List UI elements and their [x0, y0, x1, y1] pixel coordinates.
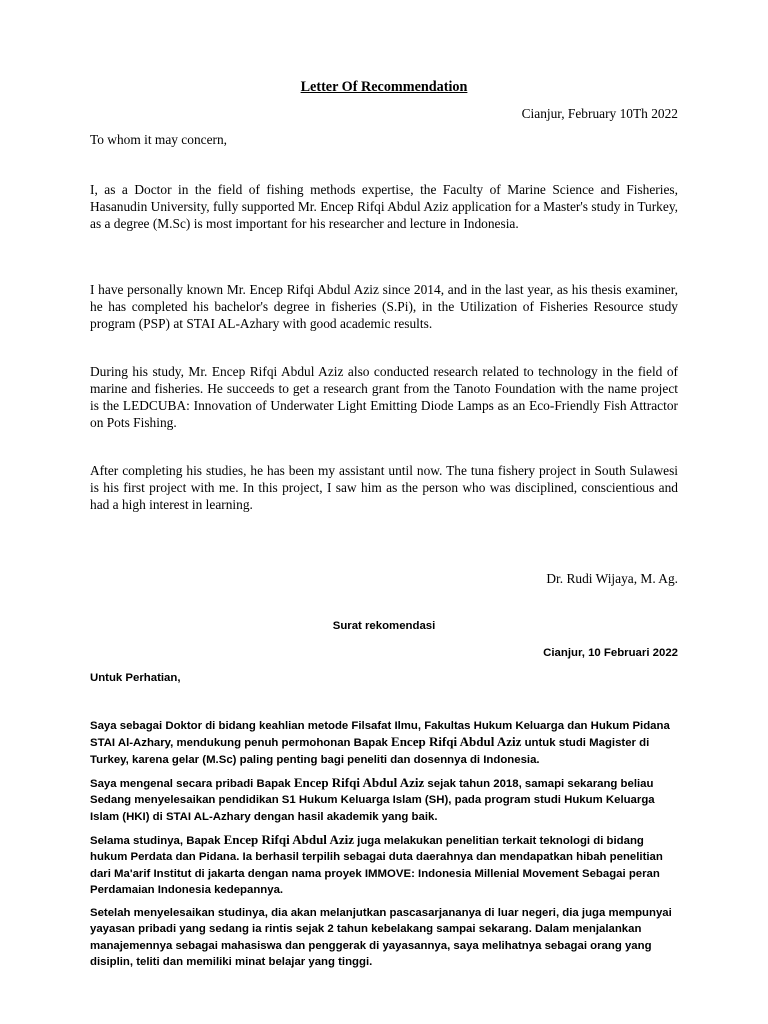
- candidate-name: Encep Rifqi Abdul Aziz: [223, 832, 354, 847]
- surat-salutation: Untuk Perhatian,: [90, 672, 181, 684]
- surat-p1-text: untuk studi Magister di Turkey, karena gelar (M.Sc) paling penting bagi peneliti dan dosennya di Indonesia.: [90, 737, 650, 766]
- surat-p3-text: juga melakukan penelitian terkait teknologi di bidang hukum Perdata dan Pidana. Ia berhasil terpilih sebagai duta daerahnya dan mendapatkan hibah penelitian dari Ma'arif Institut di jakarta dengan nama proyek IMMOVE: Indonesia Millenial Movement Sebagai peran Perdamaian Indonesia kedepannya.: [90, 835, 663, 896]
- surat-title: Surat rekomendasi: [332, 620, 436, 632]
- surat-p2-text: sejak tahun 2018, samapi sekarang beliau Sedang menyelesaikan pendidikan S1 Hukum Keluarga Islam (SH), pada program studi Hukum Keluarga Islam (HKI) di STAI AL-Azhary dengan hasil akademik yang baik.: [90, 778, 655, 823]
- candidate-name: Encep Rifqi Abdul Aziz: [293, 775, 425, 790]
- surat-paragraph-1: [90, 718, 678, 768]
- paragraph-1: I, as a Doctor in the field of fishing methods expertise, the Faculty of Marine Science and Fisheries, Hasanudin University, fully supported Mr. Encep Rifqi Abdul Aziz application for a Master's study in Turkey, as a degree (M.Sc) is most important for his researcher and lecture in Indonesia.: [90, 182, 678, 231]
- letter-title: Letter Of Recommendation: [300, 79, 468, 95]
- surat-p2-text: Saya mengenal secara pribadi Bapak: [90, 778, 294, 790]
- surat-paragraph-2: [90, 775, 678, 825]
- paragraph-2: I have personally known Mr. Encep Rifqi Abdul Aziz since 2014, and in the last year, as his thesis examiner, he has completed his bachelor's degree in fisheries (S.Pi), in the Utilization of Fisheries Resource study program (PSP) at STAI AL-Azhary with good academic results.: [90, 282, 678, 331]
- letter-date: Cianjur, February 10Th 2022: [521, 106, 678, 121]
- paragraph-4: After completing his studies, he has been my assistant until now. The tuna fishery project in South Sulawesi is his first project with me. In this project, I saw him as the person who was disciplined, conscientious and had a high interest in learning.: [90, 463, 678, 512]
- surat-p1-text: Saya sebagai Doktor di bidang keahlian metode Filsafat Ilmu, Fakultas Hukum Keluarga dan Hukum Pidana STAI Al-Azhary, mendukung penuh permohonan Bapak: [90, 720, 670, 750]
- paragraph-3: During his study, Mr. Encep Rifqi Abdul Aziz also conducted research related to technology in the field of marine and fisheries. He succeeds to get a research grant from the Tanoto Foundation with the name project is the LEDCUBA: Innovation of Underwater Light Emitting Diode Lamps as an Eco-Friendly Fish Attractor on Pots Fishing.: [90, 364, 678, 430]
- salutation: To whom it may concern,: [90, 132, 228, 147]
- surat-paragraph-4: Setelah menyelesaikan studinya, dia akan melanjutkan pascasarjananya di luar negeri, dia juga mempunyai yayasan pribadi yang sedang ia rintis sejak 2 tahun kebelakang sampai sekarang. Dalam menjalankan manajemennya sebagai mahasiswa dan penggerak di yayasannya, saya melihatnya sebagai orang yang disiplin, teliti dan memiliki minat belajar yang tinggi.: [90, 907, 672, 968]
- candidate-name: Encep Rifqi Abdul Aziz: [391, 734, 522, 750]
- signature: Dr. Rudi Wijaya, M. Ag.: [546, 571, 678, 586]
- surat-date: Cianjur, 10 Februari 2022: [543, 647, 678, 659]
- surat-p3-text: Selama studinya, Bapak: [90, 835, 224, 847]
- surat-paragraph-3: [90, 832, 678, 898]
